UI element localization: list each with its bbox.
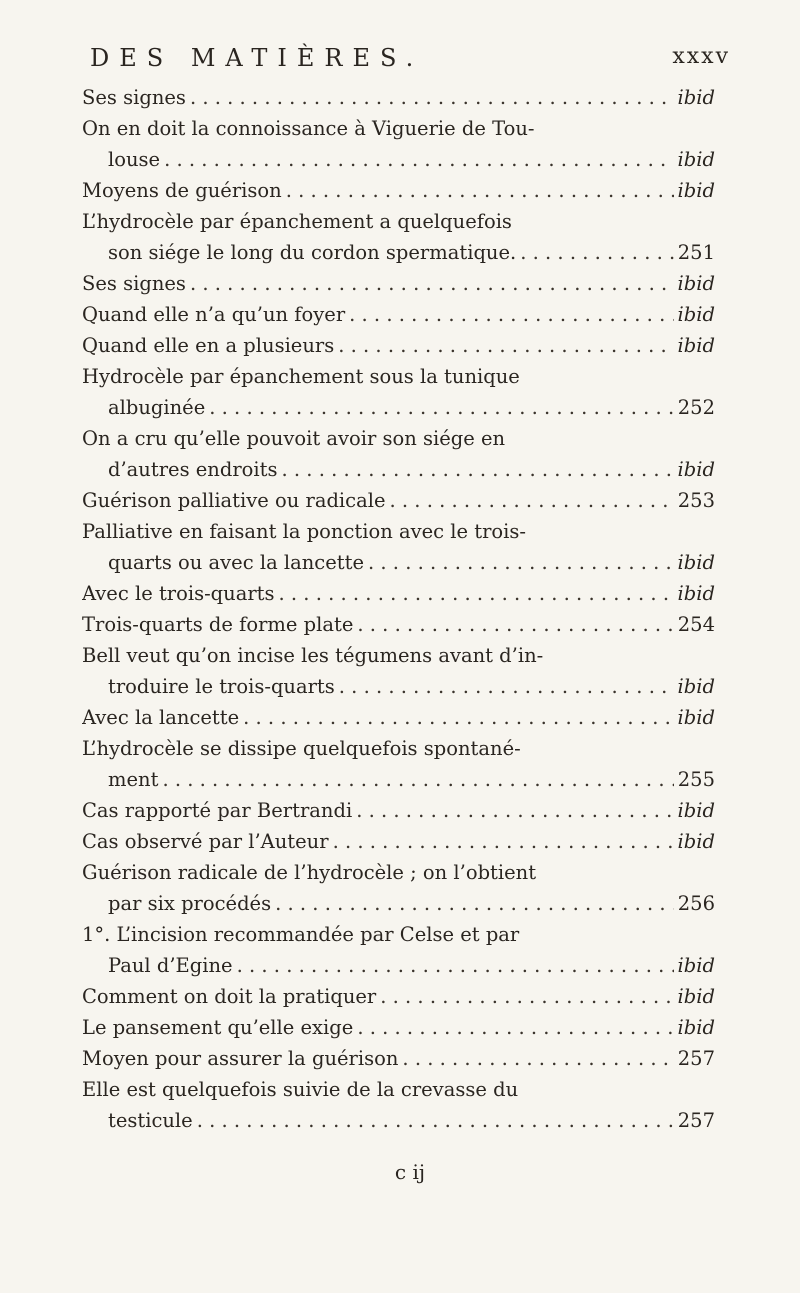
entry-final-line (82, 1105, 715, 1136)
page-reference: ibid (677, 551, 715, 574)
toc-entry (82, 1012, 715, 1043)
toc-entry (82, 640, 715, 702)
dot-leader (282, 454, 674, 485)
toc-entry (82, 299, 715, 330)
dot-leader (286, 175, 674, 206)
entry-final-line (82, 950, 715, 981)
toc-entry (82, 919, 715, 981)
dot-leader (197, 1105, 674, 1136)
entry-text: Quand elle en a plusieurs (82, 334, 335, 357)
page-reference: ibid (677, 303, 715, 326)
entry-text: 1°. L’incision recommandée par Celse et par (82, 923, 520, 946)
entry-final-line (82, 609, 715, 640)
entry-text: Le pansement qu’elle exige (82, 1016, 354, 1039)
entry-text: Cas rapporté par Bertrandi (82, 799, 353, 822)
page-reference: ibid (677, 582, 715, 605)
entry-text: Guérison palliative ou radicale (82, 489, 386, 512)
entry-final-line (82, 175, 715, 206)
entry-text: louse (108, 148, 161, 171)
entry-line (82, 1074, 715, 1105)
dot-leader (243, 702, 673, 733)
entry-text: albuginée (108, 396, 206, 419)
header-title: DES MATIÈRES. (90, 44, 424, 72)
entry-final-line (82, 547, 715, 578)
entry-text: testicule (108, 1109, 193, 1132)
toc-entry (82, 578, 715, 609)
toc-entry (82, 1074, 715, 1136)
entry-text: par six procédés (108, 892, 272, 915)
entry-line (82, 919, 715, 950)
entry-text: ment (108, 768, 159, 791)
entry-text: Guérison radicale de l’hydrocèle ; on l’obtient (82, 861, 537, 884)
page-reference: ibid (677, 830, 715, 853)
entry-text: Ses signes (82, 272, 186, 295)
toc-entry (82, 609, 715, 640)
entry-text: L’hydrocèle par épanchement a quelquefois (82, 210, 512, 233)
page-reference: ibid (677, 179, 715, 202)
dot-leader (209, 392, 674, 423)
dot-leader (275, 888, 674, 919)
dot-leader (190, 268, 674, 299)
entry-text: Elle est quelquefois suivie de la crevasse du (82, 1078, 519, 1101)
page-reference: ibid (677, 458, 715, 481)
page-reference: 252 (677, 396, 715, 419)
toc-entry (82, 113, 715, 175)
dot-leader (162, 764, 673, 795)
toc-entry (82, 268, 715, 299)
entry-text: On en doit la connoissance à Viguerie de Tou- (82, 117, 535, 140)
entry-text: Moyens de guérison (82, 179, 282, 202)
entry-text: Bell veut qu’on incise les tégumens avant d’in- (82, 644, 544, 667)
dot-leader (349, 299, 673, 330)
entry-final-line (82, 330, 715, 361)
toc-entry (82, 82, 715, 113)
entry-final-line (82, 268, 715, 299)
entry-final-line (82, 671, 715, 702)
page-reference: ibid (677, 148, 715, 171)
toc-entry (82, 423, 715, 485)
dot-leader (380, 981, 673, 1012)
page-reference: 257 (677, 1047, 715, 1070)
entry-text: Paul d’Egine (108, 954, 233, 977)
toc-entry (82, 1043, 715, 1074)
dot-leader (390, 485, 674, 516)
entry-text: On a cru qu’elle pouvoit avoir son siége en (82, 427, 506, 450)
entry-text: Palliative en faisant la ponction avec le trois- (82, 520, 526, 543)
entry-text: Avec la lancette (82, 706, 240, 729)
page-reference: 254 (677, 613, 715, 636)
entry-line (82, 423, 715, 454)
dot-leader (338, 330, 673, 361)
page-number: xxxv (672, 44, 730, 69)
entry-final-line (82, 454, 715, 485)
entry-text: quarts ou avec la lancette (108, 551, 364, 574)
entry-line (82, 733, 715, 764)
toc-entry (82, 175, 715, 206)
toc-entry (82, 330, 715, 361)
entry-text: son siége le long du cordon spermatique. (108, 241, 517, 264)
entry-final-line (82, 392, 715, 423)
entry-line (82, 361, 715, 392)
dot-leader (520, 237, 674, 268)
entry-line (82, 516, 715, 547)
table-of-contents (82, 82, 715, 1136)
page-reference: ibid (677, 799, 715, 822)
entry-line (82, 113, 715, 144)
dot-leader (339, 671, 674, 702)
entry-final-line (82, 795, 715, 826)
page-reference: ibid (677, 1016, 715, 1039)
dot-leader (190, 82, 674, 113)
dot-leader (402, 1043, 673, 1074)
entry-text: Cas observé par l’Auteur (82, 830, 329, 853)
toc-entry (82, 795, 715, 826)
toc-entry (82, 826, 715, 857)
entry-line (82, 206, 715, 237)
page-reference: ibid (677, 334, 715, 357)
entry-final-line (82, 888, 715, 919)
entry-final-line (82, 1012, 715, 1043)
entry-final-line (82, 144, 715, 175)
page-reference: ibid (677, 954, 715, 977)
dot-leader (357, 1012, 673, 1043)
page-reference: ibid (677, 272, 715, 295)
signature-mark: c ij (394, 1160, 426, 1184)
dot-leader (368, 547, 674, 578)
page-reference: ibid (677, 706, 715, 729)
entry-final-line (82, 237, 715, 268)
entry-text: Hydrocèle par épanchement sous la tunique (82, 365, 520, 388)
entry-text: L’hydrocèle se dissipe quelquefois spontané- (82, 737, 521, 760)
entry-text: Comment on doit la pratiquer (82, 985, 377, 1008)
entry-final-line (82, 299, 715, 330)
entry-line (82, 857, 715, 888)
entry-text: troduire le trois-quarts (108, 675, 335, 698)
toc-entry (82, 516, 715, 578)
page-reference: 251 (677, 241, 715, 264)
toc-entry (82, 485, 715, 516)
entry-text: Moyen pour assurer la guérison (82, 1047, 399, 1070)
entry-text: d’autres endroits (108, 458, 278, 481)
toc-entry (82, 702, 715, 733)
entry-final-line (82, 981, 715, 1012)
page-reference: 253 (677, 489, 715, 512)
page-reference: ibid (677, 985, 715, 1008)
toc-entry (82, 361, 715, 423)
entry-line (82, 640, 715, 671)
entry-final-line (82, 826, 715, 857)
page-reference: ibid (677, 86, 715, 109)
entry-text: Ses signes (82, 86, 186, 109)
dot-leader (279, 578, 674, 609)
dot-leader (237, 950, 674, 981)
dot-leader (357, 609, 673, 640)
toc-entry (82, 733, 715, 795)
running-header (90, 44, 730, 84)
entry-final-line (82, 1043, 715, 1074)
page-reference: 256 (677, 892, 715, 915)
entry-text: Trois-quarts de forme plate (82, 613, 354, 636)
entry-final-line (82, 764, 715, 795)
toc-entry (82, 857, 715, 919)
page-reference: 257 (677, 1109, 715, 1132)
entry-final-line (82, 485, 715, 516)
toc-entry (82, 206, 715, 268)
page-reference: 255 (677, 768, 715, 791)
dot-leader (164, 144, 673, 175)
page-reference: ibid (677, 675, 715, 698)
entry-text: Avec le trois-quarts (82, 582, 275, 605)
toc-entry (82, 981, 715, 1012)
entry-final-line (82, 702, 715, 733)
entry-final-line (82, 82, 715, 113)
dot-leader (333, 826, 674, 857)
entry-text: Quand elle n’a qu’un foyer (82, 303, 346, 326)
dot-leader (356, 795, 673, 826)
entry-final-line (82, 578, 715, 609)
